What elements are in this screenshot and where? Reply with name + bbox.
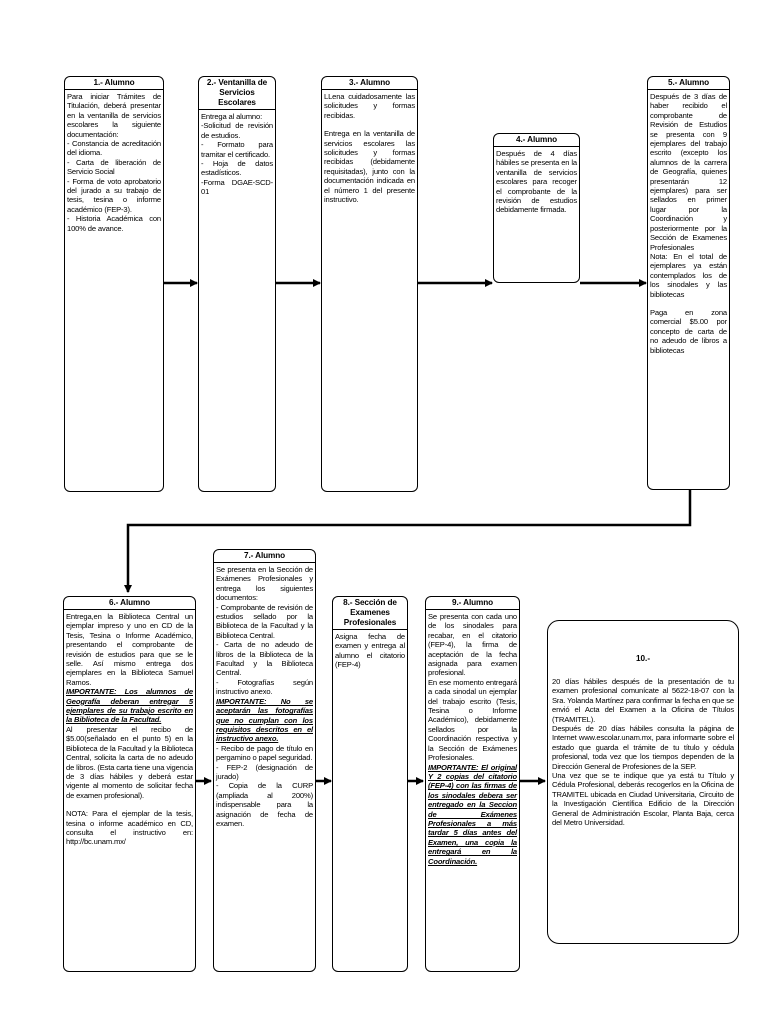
step-7-body [214,563,315,828]
step-7-text: - Copia de la CURP (ampliada al 200%) indispensable para la asignación de fecha de examen. [216,781,313,828]
step-10-text: Después de 20 días hábiles consulta la página de Internet www.escolar.unam.mx, para informarte sobre el estado que guarda el trámite de tu título y cédula profesional, toda vez que los tiempos dependen de la Dirección General de Profesiones de la SEP. [552,724,734,771]
step-2-body [199,110,275,197]
step-6-important: IMPORTANTE: Los alumnos de Geografía deberan entregar 5 ejemplares de su trabajo escrito en la Biblioteca de la Facultad. [66,687,193,725]
step-6-note: NOTA: Para el ejemplar de la tesis, tesina o informe académico en CD, consulta el instructivo en: http://bc.unam.mx/ [66,809,193,847]
step-2-text: Entrega al alumno: [201,112,263,121]
step-4-text: Después de 4 días hábiles se presenta en la ventanilla de servicios escolares para recoger el comprobante de la revisión de estudios debidamente firmada. [496,149,577,215]
step-2-box [198,76,276,492]
step-7-important: IMPORTANTE: No se aceptarán las fotografías que no cumplan con los requisitos descritos en el instructivo anexo. [216,696,313,744]
step-3-title: 3.- Alumno [322,77,417,90]
step-8-text: Asigna fecha de examen y entrega al alumno el citatorio (FEP-4) [335,632,405,670]
step-2-text: -Forma DGAE-SCD-01 [201,177,273,197]
step-6-body [64,610,195,847]
step-1-title: 1.- Alumno [65,77,163,90]
step-7-box [213,549,316,972]
step-5-box [647,76,730,490]
step-7-text: - FEP-2 (designación de jurado) [216,762,313,781]
step-3-body [322,90,417,204]
step-1-text: - Carta de liberación de Servicio Social [67,157,161,177]
step-10-body [548,677,738,828]
step-5-title: 5.- Alumno [648,77,729,90]
step-10-title: 10.- [635,654,651,663]
step-5-text: Nota: En el total de ejemplares ya están contemplados los de los sinodales y las bibliotecas [650,251,727,299]
step-1-text: - Forma de voto aprobatorio del jurado a su trabajo de tesis, tesina o informe académico (FEP-3). [67,176,161,214]
step-2-text: -Solicitud de revisión de estudios. [201,121,273,140]
step-9-text: En ese momento entregará a cada sinodal un ejemplar del trabajo escrito (Tesis, Tesina o Informe Académico), debidamente sellados por la Coordinación respectiva y la Sección de Exámenes Profesionales. [428,677,517,763]
step-10-text: 20 días hábiles después de la presentación de tu examen profesional comunícate al 5622-18-07 con la Sra. Yolanda Martínez para confirmar la fecha en que se envió el Acta del Examen a la Oficina de Títulos (TRAMITEL). [552,677,734,724]
step-3-box [321,76,418,492]
step-1-text: - Constancia de acreditación del idioma. [67,139,161,158]
step-7-text: - Fotografías según instructivo anexo. [216,677,313,697]
step-5-body [648,90,729,355]
step-2-text: - Formato para tramitar el certificado. [201,140,273,159]
step-4-body [494,147,579,215]
step-2-text: - Hoja de datos estadísticos. [201,159,273,178]
step-3-text: LLena cuidadosamente las solicitudes y formas recibidas. [324,92,415,120]
step-2-title: 2.- Ventanilla de Servicios Escolares [199,77,275,110]
step-4-box [493,133,580,283]
step-6-text: Entrega,en la Biblioteca Central un ejemplar impreso y uno en CD de la Tesis, Tesina o Informe Académico, presentando el comprobante de revisión de estudios para que se le selle. Así mismo entrega dos ejemplares en la Biblioteca Samuel Ramos. [66,612,193,687]
step-7-text: - Carta de no adeudo de libros de la Biblioteca de la Facultad y la Biblioteca Central. [216,640,313,678]
step-9-text: Se presenta con cada uno de los sinodales para recabar, en el citatorio (FEP-4), la firma de aceptación de la fecha asignada para examen profesional. [428,612,517,678]
step-7-text: - Comprobante de revisión de estudios sellado por la Biblioteca de la Facultad y la Biblioteca Central. [216,602,313,640]
step-1-text: - Historia Académica con 100% de avance. [67,214,161,233]
step-5-text: Paga en zona comercial $5.00 por concepto de carta de no adeudo de libros a bibliotecas [650,307,727,355]
step-9-important: IMPORTANTE: El original Y 2 copias del citatorio (FEP-4) con las firmas de los sinodales debera ser entregado en la Seccion de Exámenes Profesionales a más tardar 5 días antes del Examen, una copia la entregará en la Coordinación. [428,762,517,866]
step-7-title: 7.- Alumno [214,550,315,563]
step-8-title: 8.- Sección de Examenes Profesionales [333,597,407,630]
step-9-box [425,596,520,972]
step-3-text: Entrega en la ventanilla de servicios escolares las solicitudes y formas recibidas (debidamente requisitadas), junto con la documentación indicada en el número 1 del presente instructivo. [324,129,415,205]
step-1-box [64,76,164,492]
step-4-title: 4.- Alumno [494,134,579,147]
step-8-body [333,630,407,670]
step-1-body [65,90,163,233]
step-8-box [332,596,408,972]
step-10-text: Una vez que se te indique que ya está tu Título y Cédula Profesional, deberás recogerlos en la Oficina de TRAMITEL ubicada en Ciudad Universitaria, Circuito de la Investigación Científica Edificio de la Dirección General de Administración Escolar, Planta Baja, cerca del Metro Universidad. [552,771,734,828]
step-6-box [63,596,196,972]
step-6-text: Al presentar el recibo de $5.00(señalado en el punto 5) en la Biblioteca de la Facultad y la Biblioteca Central, solicita la carta de no adeudo de libros. (Esta carta tiene una vigencia de 3 días hábiles y deberá estar vigente al momento de solicitar fecha de examen profesional). [66,724,193,800]
step-9-title: 9.- Alumno [426,597,519,610]
step-6-title: 6.- Alumno [64,597,195,610]
step-7-text: Se presenta en la Sección de Exámenes Profesionales y entrega los siguientes documentos: [216,565,313,603]
step-9-body [426,610,519,866]
step-7-text: - Recibo de pago de título en pergamino o papel seguridad. [216,743,313,763]
step-1-text: Para iniciar Trámites de Titulación, deberá presentar en la ventanilla de servicios escolares la siguiente documentación: [67,92,161,139]
step-10-box [547,620,739,944]
step-5-text: Después de 3 días de haber recibido el comprobante de Revisión de Estudios se presenta con 9 ejemplares del trabajo escrito (excepto los alumnos de la carrera de Geografía, quienes presentarán 12 ejemplares) para ser sellados en primer lugar por la Coordinación y posteriormente por la Sección de Examenes Profesionales [650,92,727,252]
